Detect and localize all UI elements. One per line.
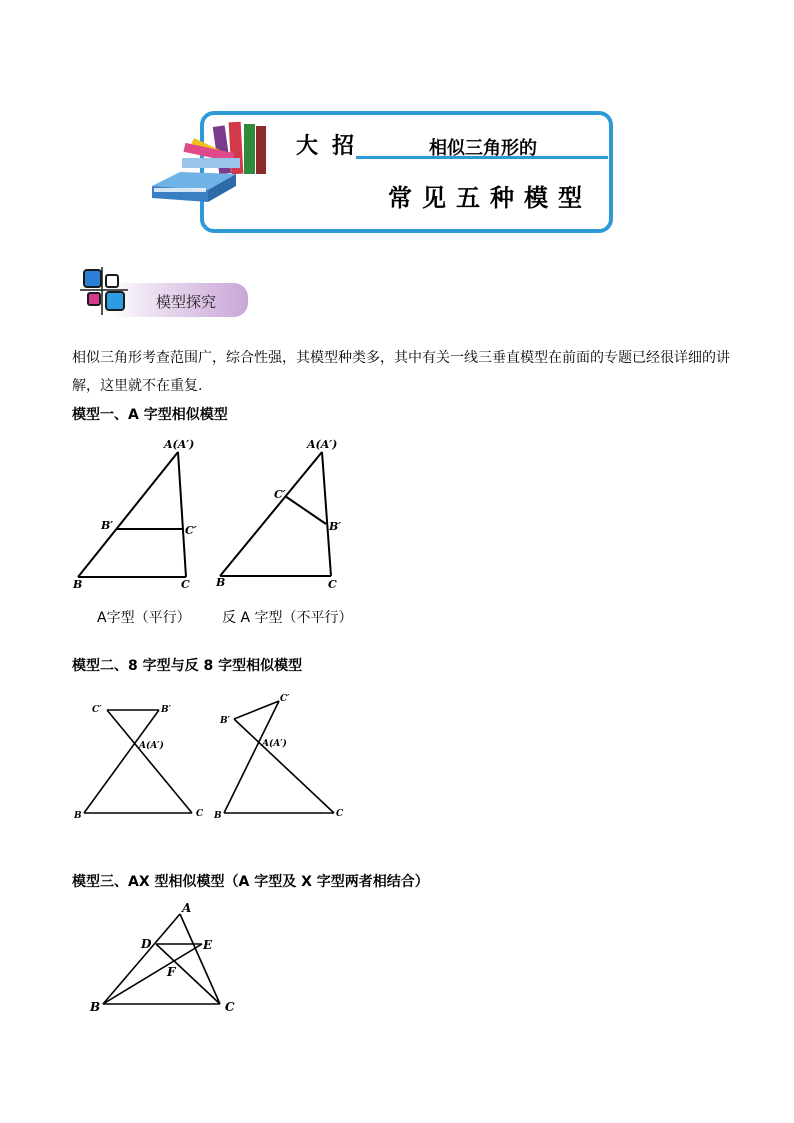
label-c-prime: C′ (274, 488, 286, 501)
section-label (78, 265, 253, 325)
label-b: B (216, 576, 226, 589)
label-b-prime: B′ (101, 519, 114, 532)
label-c: C (225, 1000, 235, 1014)
model1-heading: 模型一、A 字型相似模型 (72, 407, 228, 423)
model1-figure-nonparallel (212, 436, 352, 594)
label-b: B (214, 811, 222, 821)
label-a: A (182, 901, 192, 915)
label-a: A(A′) (307, 438, 338, 451)
label-b-prime: B′ (161, 705, 171, 715)
label-b-prime: B′ (329, 520, 342, 533)
label-c: C (196, 809, 204, 819)
label-c-prime: C′ (92, 705, 102, 715)
model1-caption-2: 反 A 字型（不平行） (222, 610, 353, 626)
label-b: B (90, 1000, 101, 1014)
book-stack-icon (150, 118, 275, 208)
squares-grid-icon (78, 265, 130, 317)
banner-title-line1: 相似三角形的 (429, 138, 537, 159)
label-b-prime: B′ (220, 716, 230, 726)
label-a: A(A′) (262, 739, 287, 749)
banner-title-line2: 常见五种模型 (388, 183, 592, 212)
section-label-text: 模型探究 (156, 293, 217, 311)
label-a: A(A′) (139, 741, 164, 751)
label-c-prime: C′ (185, 524, 197, 537)
intro-paragraph: 相似三角形考查范围广，综合性强，其模型种类多，其中有关一线三垂直模型在前面的专题已经很详细的讲解，这里就不在重复. (72, 350, 730, 394)
model2-heading: 模型二、8 字型与反 8 字型相似模型 (72, 658, 303, 674)
label-e: E (203, 938, 213, 952)
label-c: C (181, 578, 190, 591)
label-c-prime: C′ (280, 694, 290, 704)
label-b: B (73, 578, 83, 591)
label-d: D (141, 937, 152, 951)
header-banner (150, 108, 615, 234)
label-f: F (167, 965, 176, 979)
model2-figure-8 (70, 698, 210, 826)
model1-caption-1: A字型（平行） (97, 610, 191, 626)
model2-figure-anti-8 (212, 690, 352, 826)
model3-figure-ax (86, 898, 246, 1020)
model1-figure-parallel (68, 436, 208, 594)
banner-big-title: 大招 (296, 133, 369, 159)
model3-heading: 模型三、AX 型相似模型（A 字型及 X 字型两者相结合） (72, 874, 429, 890)
label-b: B (74, 811, 82, 821)
label-a: A(A′) (164, 438, 195, 451)
label-c: C (336, 809, 344, 819)
label-c: C (328, 578, 337, 591)
